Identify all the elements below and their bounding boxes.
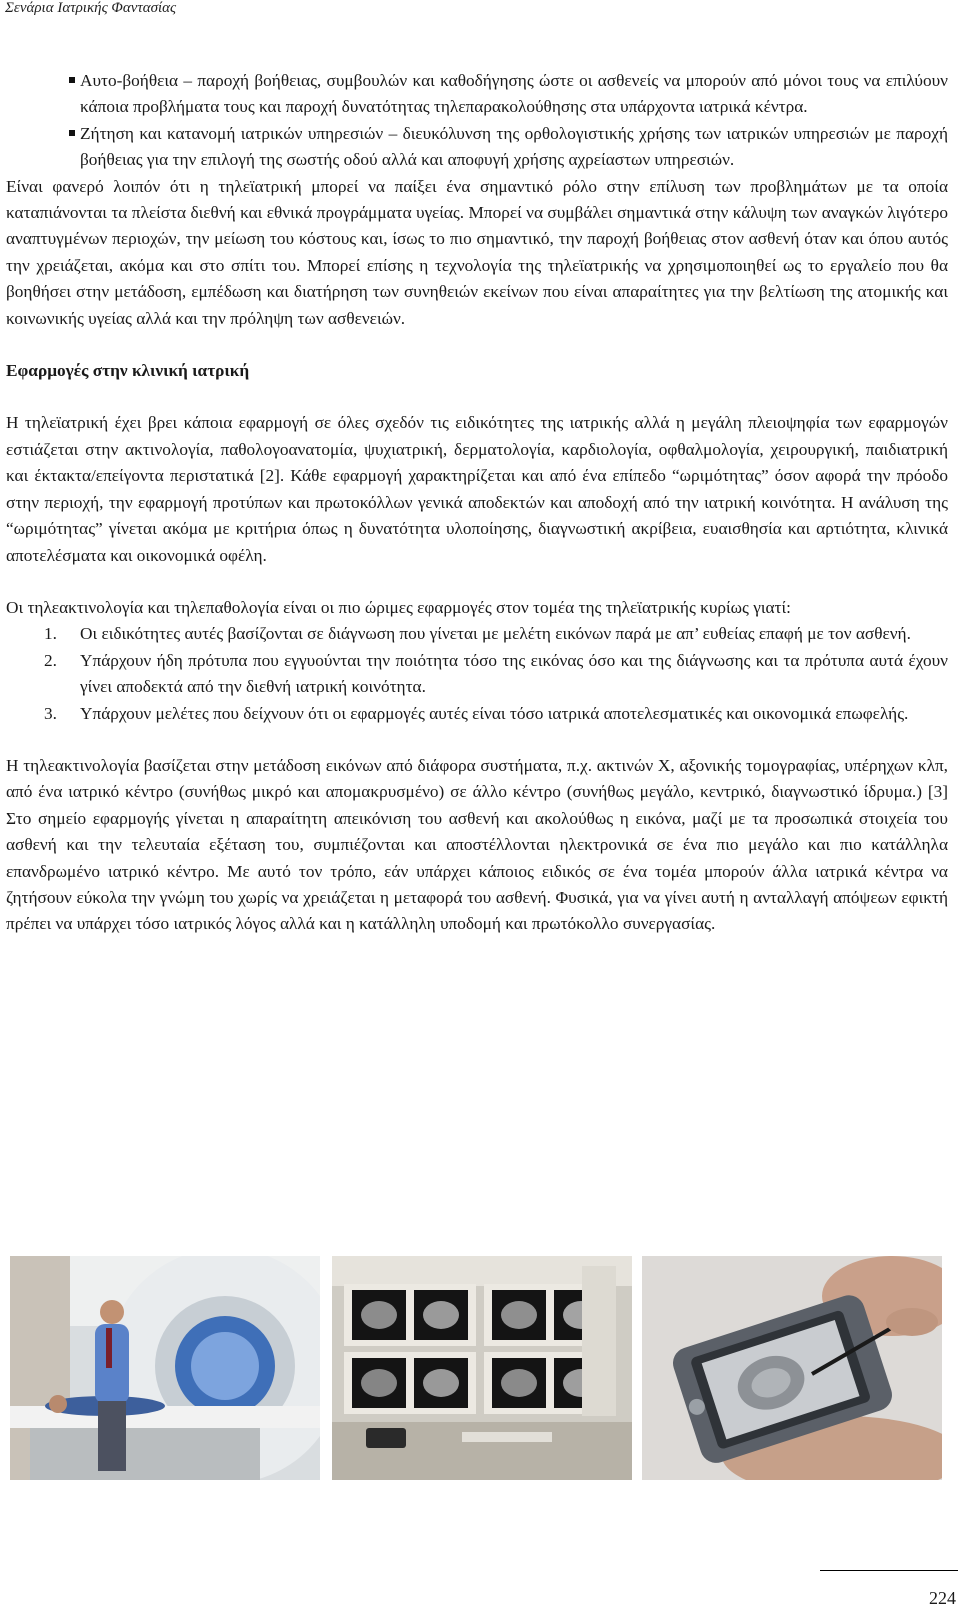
ct-scanner-photo (10, 1256, 320, 1480)
paragraph: Οι τηλεακτινολογία και τηλεπαθολογία είναι οι πιο ώριμες εφαρμογές στον τομέα της τηλεϊατρικής κυρίως γιατί: (6, 597, 791, 617)
item-text: Υπάρχουν ήδη πρότυπα που εγγυούνται την ποιότητα τόσο της εικόνας όσο και της διάγνωσης και τα πρότυπα αυτά έχουν γίνει αποδεκτά από την διεθνή ιατρική κοινότητα. (80, 650, 948, 697)
square-bullet-icon (69, 130, 75, 136)
photo-strip (10, 1256, 942, 1484)
square-bullet-icon (69, 77, 75, 83)
item-text: Υπάρχουν μελέτες που δείχνουν ότι οι εφαρμογές αυτές είναι τόσο ιατρικά αποτελεσματικές και οικονομικά επωφελής. (80, 703, 909, 723)
bullet-text: Αυτο-βοήθεια – παροχή βοήθειας, συμβουλών και καθοδήγησης ώστε οι ασθενείς να μπορούν από μόνοι τους να επιλύουν κάποια προβλήματα τους και παροχή δυνατότητας τηλεπαρακολούθησης στα υπάρχοντα ιατρικά κέντρα. (80, 71, 948, 117)
numbered-item (6, 621, 948, 647)
bullet-item (6, 121, 948, 174)
section-heading: Εφαρμογές στην κλινική ιατρική (6, 361, 250, 381)
paragraph: Η τηλεακτινολογία βασίζεται στην μετάδοση εικόνων από διάφορα συστήματα, π.χ. ακτινών Χ, αξονικής τομογραφίας, υπέρηχων κλπ, από ένα ιατρικό κέντρο (συνήθως μικρό και απομακρυσμένο) σε άλλο κέντρο (συνήθως μεγάλο, κεντρικό, διαγνωστικό ίδρυμα.) [3] Στο σημείο εφαρμογής γίνεται η απαραίτητη απεικόνιση του ασθενή και ακολούθως η εικόνα, μαζί με τα προσωπικά στοιχεία του ασθενή και την τελευταία εξέταση του, συμπιέζονται και αποστέλλονται ηλεκτρονικά σε ένα πιο μεγάλο και πιο κατάλληλα επανδρωμένο ιατρικό κέντρο. Με αυτό τον τρόπο, εάν υπάρχει κάποιος ειδικός σε ένα τομέα μπορούν άλλα ιατρικά κέντρα να ζητήσουν εύκολα την γνώμη του χωρίς να χρειάζεται η μεταφορά του ασθενή. Φυσικά, για να γίνει αυτή η ανταλλαγή απόψεων εφικτή πρέπει να υπάρχει τόσο ιατρικός λόγος αλλά και η κατάλληλη υποδομή και πρωτόκολλο συνεργασίας. (6, 755, 948, 934)
paragraph: Η τηλεϊατρική έχει βρει κάποια εφαρμογή σε όλες σχεδόν τις ειδικότητες της ιατρικής αλλά η μεγάλη πλειοψηφία των εφαρμογών εστιάζεται στην ακτινολογία, παθολογοανατομία, ψυχιατρική, δερματολογία, καρδιολογία, οφθαλμολογία, χειρουργική, παιδιατρική και έκτακτα/επείγοντα περιστατικά [2]. Κάθε εφαρμογή χαρακτηρίζεται και από ένα επίπεδο “ωριμότητας” όσον αφορά την πρόοδο στην περιοχή, την εφαρμογή προτύπων και πρωτοκόλλων γενικά αποδεκτών και αποδοχή από την ιατρική κοινότητα. Η ανάλυση της “ωριμότητας” γίνεται ακόμα με κριτήρια όπως η δυνατότητα υλοποίησης, διαγνωστική ακρίβεια, ευαισθησία και αρτιότητα, κλινικά αποτελέσματα και οικονομικά οφέλη. (6, 413, 948, 565)
bullet-list (6, 68, 948, 174)
numbered-item (6, 701, 948, 727)
item-number: 1. (44, 624, 57, 644)
page-number: 224 (929, 1588, 956, 1608)
bullet-item (6, 68, 948, 121)
item-text: Οι ειδικότητες αυτές βασίζονται σε διάγνωση που γίνεται με μελέτη εικόνων παρά με απ’ ευθείας επαφή με τον ασθενή. (80, 624, 911, 644)
radiology-monitors-photo (332, 1256, 632, 1480)
numbered-list (6, 621, 948, 727)
body-content (6, 68, 948, 938)
running-header: Σενάρια Ιατρικής Φαντασίας (5, 0, 177, 16)
footer-rule (820, 1570, 958, 1571)
bullet-text: Ζήτηση και κατανομή ιατρικών υπηρεσιών – διευκόλυνση της ορθολογιστικής χρήσης των ιατρικών υπηρεσιών με παροχή βοήθειας για την επιλογή της σωστής οδού αλλά και αποφυγή χρήσης αχρείαστων υπηρεσιών. (80, 123, 948, 170)
numbered-item (6, 648, 948, 701)
item-number: 2. (44, 650, 57, 670)
paragraph: Είναι φανερό λοιπόν ότι η τηλεϊατρική μπορεί να παίξει ένα σημαντικό ρόλο στην επίλυση των προβλημάτων με τα οποία καταπιάνονται τα πλείστα διεθνή και εθνικά προγράμματα υγείας. Μπορεί να συμβάλει σημαντικά στην κάλυψη των αναγκών λιγότερο αναπτυγμένων περιοχών, την μείωση του κόστους και, ίσως το πιο σημαντικό, την παροχή βοήθειας στον ασθενή όταν και όπου αυτός την χρειάζεται, ακόμα και στο σπίτι του. Μπορεί επίσης η τεχνολογία της τηλεϊατρικής να χρησιμοποιηθεί ως το εργαλείο που θα βοηθήσει στην μετάδοση, εμπέδωση και διατήρηση των συνηθειών εκείνων που είναι απαραίτητες για την βελτίωση της ατομικής και κοινωνικής υγείας αλλά και την πρόληψη των ασθενειών. (6, 176, 948, 328)
pda-stylus-photo (642, 1256, 942, 1480)
item-number: 3. (44, 703, 57, 723)
